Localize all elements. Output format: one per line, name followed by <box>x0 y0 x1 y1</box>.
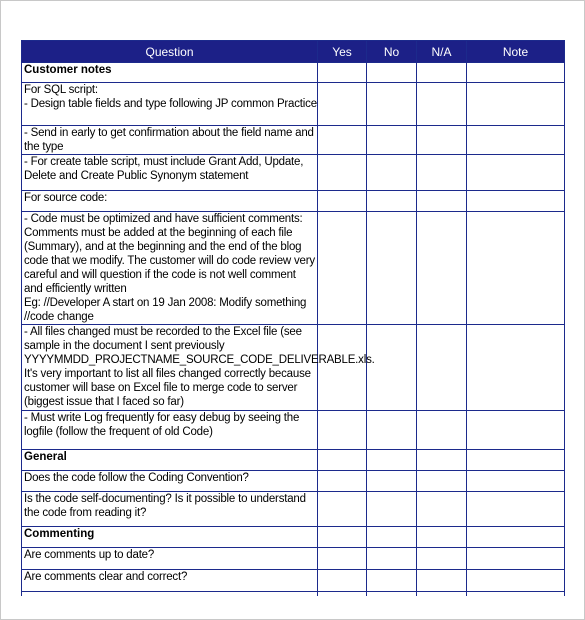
note-cell[interactable] <box>467 212 565 325</box>
table-row <box>22 212 565 325</box>
no-cell[interactable] <box>367 471 417 492</box>
yes-cell[interactable] <box>318 411 367 450</box>
na-cell[interactable] <box>417 548 467 570</box>
note-cell[interactable] <box>467 126 565 155</box>
code-review-checklist-table <box>21 40 565 596</box>
section-title: Customer notes <box>22 63 318 83</box>
no-cell[interactable] <box>367 570 417 592</box>
yes-cell[interactable] <box>318 450 367 471</box>
table-row <box>22 592 565 597</box>
yes-cell[interactable] <box>318 471 367 492</box>
note-cell[interactable] <box>467 411 565 450</box>
table-row <box>22 471 565 492</box>
no-cell[interactable] <box>367 548 417 570</box>
note-cell[interactable] <box>467 63 565 83</box>
no-cell[interactable] <box>367 191 417 212</box>
na-cell[interactable] <box>417 471 467 492</box>
note-cell[interactable] <box>467 83 565 126</box>
yes-cell[interactable] <box>318 212 367 325</box>
table-row <box>22 126 565 155</box>
na-cell[interactable] <box>417 411 467 450</box>
question-cell: - All files changed must be recorded to the Excel file (see sample in the document I sent previously YYYYMMDD_PROJECTNAME_SOURCE_CODE_DELIVERABLE.xls. It's very important to list all files changed correctly because customer will base on Excel file to merge code to server (biggest issue that I faced so far) <box>22 325 318 411</box>
yes-cell[interactable] <box>318 492 367 527</box>
yes-cell[interactable] <box>318 155 367 191</box>
no-cell[interactable] <box>367 83 417 126</box>
table-row <box>22 570 565 592</box>
no-cell[interactable] <box>367 155 417 191</box>
question-cell: - For create table script, must include Grant Add, Update, Delete and Create Public Synonym statement <box>22 155 318 191</box>
no-cell[interactable] <box>367 492 417 527</box>
no-cell[interactable] <box>367 212 417 325</box>
table-row <box>22 548 565 570</box>
question-cell: Are comments clear and correct? <box>22 570 318 592</box>
no-cell[interactable] <box>367 450 417 471</box>
yes-cell[interactable] <box>318 63 367 83</box>
na-cell[interactable] <box>417 527 467 548</box>
no-column-header: No <box>367 41 417 63</box>
note-cell[interactable] <box>467 471 565 492</box>
question-cell: - Send in early to get confirmation about the field name and the type <box>22 126 318 155</box>
section-header-row <box>22 527 565 548</box>
section-header-row <box>22 63 565 83</box>
table-row <box>22 191 565 212</box>
question-column-header: Question <box>22 41 318 63</box>
na-cell[interactable] <box>417 63 467 83</box>
na-cell[interactable] <box>417 570 467 592</box>
section-header-row <box>22 450 565 471</box>
note-cell[interactable] <box>467 155 565 191</box>
note-cell[interactable] <box>467 527 565 548</box>
note-cell[interactable] <box>467 592 565 597</box>
question-cell <box>22 592 318 597</box>
na-column-header: N/A <box>417 41 467 63</box>
note-cell[interactable] <box>467 492 565 527</box>
na-cell[interactable] <box>417 126 467 155</box>
table-row <box>22 325 565 411</box>
yes-cell[interactable] <box>318 325 367 411</box>
na-cell[interactable] <box>417 492 467 527</box>
table-row <box>22 155 565 191</box>
note-column-header: Note <box>467 41 565 63</box>
na-cell[interactable] <box>417 155 467 191</box>
no-cell[interactable] <box>367 527 417 548</box>
question-cell: Is the code self-documenting? Is it possible to understand the code from reading it? <box>22 492 318 527</box>
na-cell[interactable] <box>417 592 467 597</box>
note-cell[interactable] <box>467 325 565 411</box>
yes-cell[interactable] <box>318 592 367 597</box>
note-cell[interactable] <box>467 548 565 570</box>
na-cell[interactable] <box>417 450 467 471</box>
question-cell: For SQL script: - Design table fields and type following JP common Practice <box>22 83 318 126</box>
na-cell[interactable] <box>417 325 467 411</box>
section-title: Commenting <box>22 527 318 548</box>
table-row <box>22 83 565 126</box>
na-cell[interactable] <box>417 83 467 126</box>
note-cell[interactable] <box>467 450 565 471</box>
note-cell[interactable] <box>467 191 565 212</box>
section-title: General <box>22 450 318 471</box>
no-cell[interactable] <box>367 63 417 83</box>
note-cell[interactable] <box>467 570 565 592</box>
yes-cell[interactable] <box>318 126 367 155</box>
na-cell[interactable] <box>417 191 467 212</box>
table-row <box>22 411 565 450</box>
yes-cell[interactable] <box>318 570 367 592</box>
yes-cell[interactable] <box>318 527 367 548</box>
yes-cell[interactable] <box>318 83 367 126</box>
header-row <box>22 41 565 63</box>
yes-cell[interactable] <box>318 191 367 212</box>
question-cell: For source code: <box>22 191 318 212</box>
question-cell: Does the code follow the Coding Convention? <box>22 471 318 492</box>
no-cell[interactable] <box>367 325 417 411</box>
table-row <box>22 492 565 527</box>
na-cell[interactable] <box>417 212 467 325</box>
yes-column-header: Yes <box>318 41 367 63</box>
question-cell: - Must write Log frequently for easy debug by seeing the logfile (follow the frequent of old Code) <box>22 411 318 450</box>
question-cell: - Code must be optimized and have sufficient comments: Comments must be added at the beginning of each file (Summary), and at the beginning and the end of the blog code that we modify. The customer will do code review very careful and will question if the code is not well comment and efficiently written Eg: //Developer A start on 19 Jan 2008: Modify something //code change <box>22 212 318 325</box>
question-cell: Are comments up to date? <box>22 548 318 570</box>
yes-cell[interactable] <box>318 548 367 570</box>
no-cell[interactable] <box>367 411 417 450</box>
no-cell[interactable] <box>367 126 417 155</box>
no-cell[interactable] <box>367 592 417 597</box>
